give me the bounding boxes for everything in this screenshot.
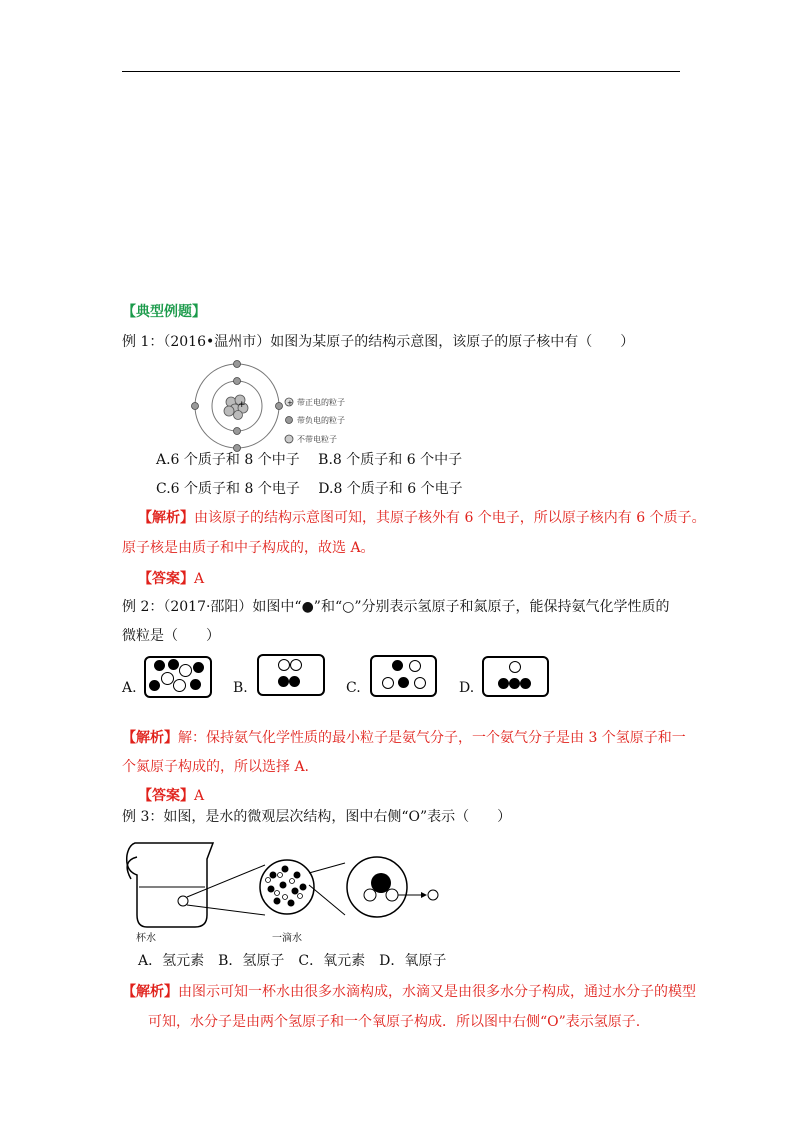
svg-text:+: + xyxy=(287,399,293,407)
h-atom xyxy=(193,662,204,673)
ex2-option-a-box xyxy=(144,656,212,698)
ex2-option-d-box xyxy=(482,656,549,697)
ex1-analysis xyxy=(138,509,706,527)
ex3-analysis-line2: 可知，水分子是由两个氢原子和一个氧原子构成．所以图中右侧“O”表示氢原子. xyxy=(148,1014,641,1030)
legend-positive: 带正电的粒子 xyxy=(297,398,345,407)
ex1-answer-tag: 【答案】 xyxy=(138,571,194,587)
ex2-analysis xyxy=(122,729,686,747)
ex1-answer xyxy=(138,570,204,588)
n-atom xyxy=(179,664,192,677)
h-atom xyxy=(398,677,409,688)
legend-negative: 带负电的粒子 xyxy=(297,416,345,425)
header-rule xyxy=(122,71,680,72)
h-atom xyxy=(498,678,509,689)
n-atom xyxy=(509,661,521,673)
ex1-analysis-tag: 【解析】 xyxy=(138,510,194,526)
h-atom xyxy=(190,679,201,690)
section-title: 【典型例题】 xyxy=(122,304,206,320)
h-atom xyxy=(278,676,289,687)
h-atom xyxy=(520,678,531,689)
label-drop: 一滴水 xyxy=(272,933,302,944)
n-atom xyxy=(414,677,426,689)
label-cup: 杯水 xyxy=(136,933,156,944)
ex2-answer xyxy=(138,787,204,805)
h-atom xyxy=(392,660,403,671)
n-atom xyxy=(278,659,290,671)
ex3-analysis-tag: 【解析】 xyxy=(122,984,178,1000)
n-atom xyxy=(290,659,302,671)
ex1-analysis-line1: 由该原子的结构示意图可知，其原子核外有 6 个电子，所以原子核内有 6 个质子。 xyxy=(194,510,706,526)
water-structure-diagram xyxy=(125,835,445,940)
ex2-answer-tag: 【答案】 xyxy=(138,788,194,804)
n-atom xyxy=(161,672,174,685)
ex1-question: 例 1：（2016•温州市）如图为某原子的结构示意图，该原子的原子核中有（ ） xyxy=(122,334,635,350)
ex2-option-c-box xyxy=(370,655,437,697)
ex2-answer-value: A xyxy=(194,788,205,804)
n-atom xyxy=(409,660,421,672)
ex2-analysis-tag: 【解析】 xyxy=(122,730,178,746)
ex3-analysis-line1: 由图示可知一杯水由很多水滴构成，水滴又是由很多水分子构成，通过水分子的模型 xyxy=(178,984,696,1000)
ex1-answer-value: A xyxy=(194,571,205,587)
svg-text:+: + xyxy=(238,400,246,410)
h-atom xyxy=(154,660,165,671)
n-atom xyxy=(173,679,186,692)
ex1-options-line1: A.6 个质子和 8 个中子 B.8 个质子和 6 个中子 xyxy=(156,452,463,468)
ex3-options: A．氢元素 B．氢原子 C．氧元素 D．氧原子 xyxy=(138,953,447,969)
ex2-analysis-line1: 解：保持氨气化学性质的最小粒子是氨气分子，一个氨气分子是由 3 个氢原子和一 xyxy=(178,730,686,746)
h-atom xyxy=(168,659,179,670)
ex2-option-b-box xyxy=(257,654,325,696)
ex3-analysis xyxy=(122,983,696,1001)
ex1-analysis-line2: 原子核是由质子和中子构成的，故选 A。 xyxy=(122,540,375,556)
h-atom xyxy=(509,678,520,689)
n-atom xyxy=(382,677,394,689)
ex2-option-a-label: A. xyxy=(122,680,137,696)
ex2-question-line1: 例 2：（2017·邵阳）如图中“●”和“○”分别表示氢原子和氮原子，能保持氨气化学性质的 xyxy=(122,599,670,615)
ex2-analysis-line2: 个氮原子构成的，所以选择 A. xyxy=(122,759,310,775)
ex2-option-d-label: D. xyxy=(459,680,475,696)
ex2-option-b-label: B. xyxy=(233,680,248,696)
h-atom xyxy=(149,680,160,691)
ex3-question: 例 3：如图，是水的微观层次结构，图中右侧“O”表示（ ） xyxy=(122,809,512,825)
ex1-options-line2: C.6 个质子和 8 个电子 D.8 个质子和 6 个电子 xyxy=(156,481,463,497)
legend-neutral: 不带电粒子 xyxy=(297,435,337,444)
ex2-option-c-label: C. xyxy=(346,680,361,696)
h-atom xyxy=(289,676,300,687)
ex2-question-line2: 微粒是（ ） xyxy=(122,628,220,644)
